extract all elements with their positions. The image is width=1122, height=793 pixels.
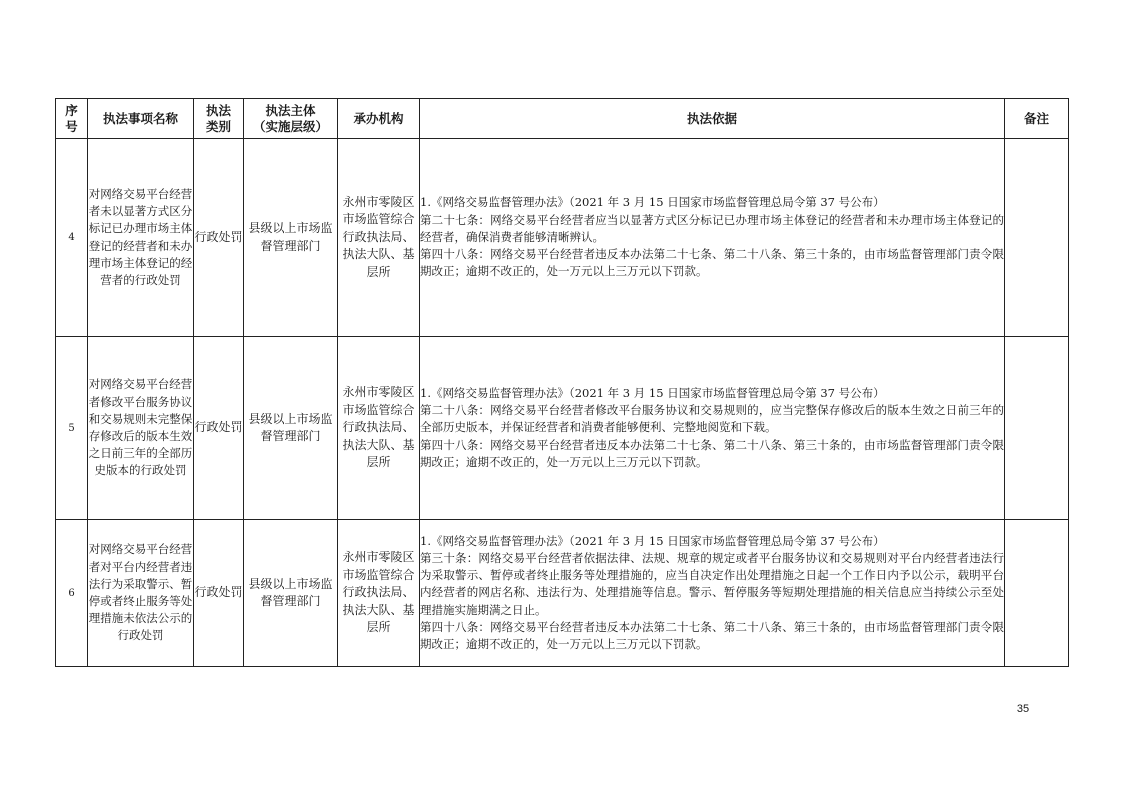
page-number: 35	[1016, 703, 1030, 715]
row-item-name: 对网络交易平台经营者修改平台服务协议和交易规则未完整保存修改后的版本生效之日前三年的全部历史版本的行政处罚	[88, 337, 194, 520]
header-category: 执法类别	[194, 99, 244, 139]
row-category: 行政处罚	[194, 139, 244, 337]
basis-line: 第四十八条：网络交易平台经营者违反本办法第二十七条、第二十八条、第三十条的，由市场监督管理部门责令限期改正；逾期不改正的，处一万元以上三万元以下罚款。	[420, 247, 1004, 279]
basis-line: 第四十八条：网络交易平台经营者违反本办法第二十七条、第二十八条、第三十条的，由市场监督管理部门责令限期改正；逾期不改正的，处一万元以上三万元以下罚款。	[420, 437, 1004, 469]
basis-line: 第二十七条：网络交易平台经营者应当以显著方式区分标记已办理市场主体登记的经营者和未办理市场主体登记的经营者，确保消费者能够清晰辨认。	[420, 212, 1004, 244]
header-basis: 执法依据	[420, 99, 1005, 139]
basis-line: 第二十八条：网络交易平台经营者修改平台服务协议和交易规则的，应当完整保存修改后的版本生效之日前三年的全部历史版本，并保证经营者和消费者能够便利、完整地阅览和下载。	[420, 403, 1004, 435]
table-row	[56, 520, 1069, 667]
basis-line: 1.《网络交易监督管理办法》（2021 年 3 月 15 日国家市场监督管理总局令第 37 号公布）	[420, 533, 885, 548]
row-note	[1005, 337, 1069, 520]
row-org: 永州市零陵区市场监管综合行政执法局、执法大队、基层所	[338, 139, 420, 337]
header-note: 备注	[1005, 99, 1069, 139]
header-name: 执法事项名称	[88, 99, 194, 139]
row-org: 永州市零陵区市场监管综合行政执法局、执法大队、基层所	[338, 520, 420, 667]
header-subject-line1: 执法主体	[265, 102, 316, 118]
row-seq: 6	[56, 520, 88, 667]
row-note	[1005, 520, 1069, 667]
table-row	[56, 337, 1069, 520]
row-basis	[420, 520, 1005, 667]
row-note	[1005, 139, 1069, 337]
row-category: 行政处罚	[194, 337, 244, 520]
row-seq: 4	[56, 139, 88, 337]
row-item-name: 对网络交易平台经营者未以显著方式区分标记已办理市场主体登记的经营者和未办理市场主体登记的经营者的行政处罚	[88, 139, 194, 337]
basis-line: 1.《网络交易监督管理办法》（2021 年 3 月 15 日国家市场监督管理总局令第 37 号公布）	[420, 385, 885, 400]
row-subject: 县级以上市场监督管理部门	[244, 520, 338, 667]
basis-line: 第四十八条：网络交易平台经营者违反本办法第二十七条、第二十八条、第三十条的，由市场监督管理部门责令限期改正；逾期不改正的，处一万元以上三万元以下罚款。	[420, 619, 1004, 651]
row-basis	[420, 139, 1005, 337]
header-row	[56, 99, 1069, 139]
header-subject-line2: （实施层级）	[252, 118, 328, 134]
basis-line: 1.《网络交易监督管理办法》（2021 年 3 月 15 日国家市场监督管理总局令第 37 号公布）	[420, 195, 885, 210]
row-basis	[420, 337, 1005, 520]
row-item-name: 对网络交易平台经营者对平台内经营者违法行为采取警示、暂停或者终止服务等处理措施未依法公示的行政处罚	[88, 520, 194, 667]
row-org: 永州市零陵区市场监管综合行政执法局、执法大队、基层所	[338, 337, 420, 520]
header-subject	[244, 99, 338, 139]
row-category: 行政处罚	[194, 520, 244, 667]
row-subject: 县级以上市场监督管理部门	[244, 139, 338, 337]
row-seq: 5	[56, 337, 88, 520]
header-seq: 序号	[56, 99, 88, 139]
table-row	[56, 139, 1069, 337]
row-subject: 县级以上市场监督管理部门	[244, 337, 338, 520]
header-org: 承办机构	[338, 99, 420, 139]
law-enforcement-table	[55, 98, 1069, 667]
basis-line: 第三十条：网络交易平台经营者依据法律、法规、规章的规定或者平台服务协议和交易规则对平台内经营者违法行为采取警示、暂停或者终止服务等处理措施的，应当自决定作出处理措施之日起一个工作日内予以公示，载明平台内经营者的网店名称、违法行为、处理措施等信息。警示、暂停服务等短期处理措施的相关信息应当持续公示至处理措施实施期满之日止。	[420, 550, 1004, 617]
